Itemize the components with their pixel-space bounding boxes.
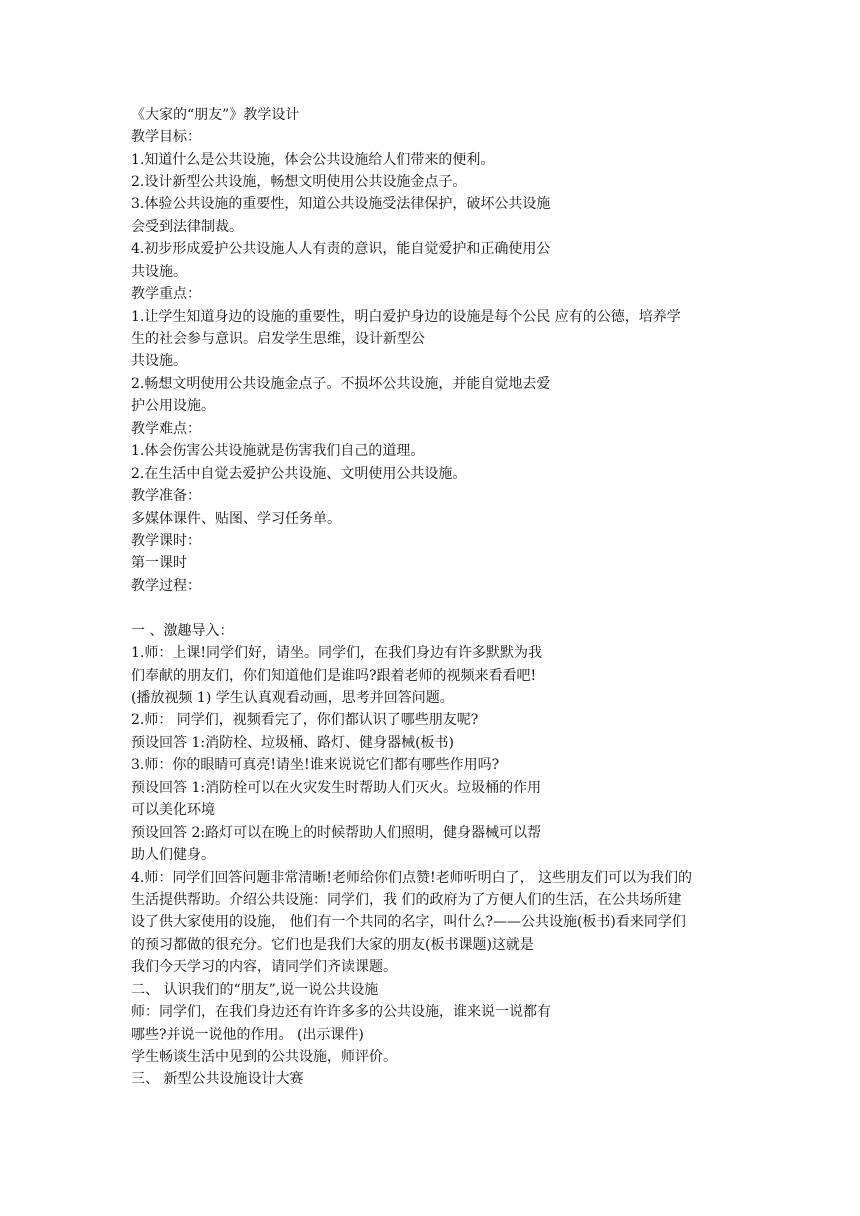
section-heading: 教学难点： — [131, 421, 201, 437]
text-line: 会受到法律制裁。 — [131, 219, 243, 235]
text-line: 2.在生活中自觉去爱护公共设施、文明使用公共设施。 — [131, 466, 467, 482]
text-line: 可以美化环境 — [131, 802, 215, 818]
text-line: (播放视频 1) 学生认真观看动画，思考并回答问题。 — [131, 690, 454, 706]
text-line: 2.畅想文明使用公共设施金点子。不损坏公共设施，并能自觉地去爱 — [131, 376, 551, 392]
text-line: 我们今天学习的内容，请同学们齐读课题。 — [131, 959, 397, 975]
text-line: 4.初步形成爱护公共设施人人有责的意识，能自觉爱护和正确使用公 — [131, 241, 551, 257]
text-line: 学生畅谈生活中见到的公共设施，师评价。 — [131, 1049, 397, 1065]
text-line: 助人们健身。 — [131, 847, 215, 863]
section-heading: 教学过程： — [131, 578, 201, 594]
text-line: 设了供大家使用的设施， 他们有一个共同的名字，叫什么?——公共设施(板书)看来同学们 — [131, 914, 686, 930]
text-line: 3.体验公共设施的重要性，知道公共设施受法律保护，破坏公共设施 — [131, 196, 551, 212]
text-line: 1.师：上课!同学们好，请坐。同学们，在我们身边有许多默默为我 — [131, 645, 542, 661]
text-line: 多媒体课件、贴图、学习任务单。 — [131, 511, 341, 527]
text-line: 生的社会参与意识。启发学生思维，设计新型公 — [131, 331, 425, 347]
text-line: 预设回答 1:消防栓、垃圾桶、路灯、健身器械(板书) — [131, 735, 454, 751]
section-heading: 一 、激趣导入： — [131, 623, 234, 639]
text-line: 哪些?并说一说他的作用。 (出示课件) — [131, 1027, 364, 1043]
section-heading: 教学目标： — [131, 129, 201, 145]
text-line: 师：同学们，在我们身边还有许许多多的公共设施，谁来说一说都有 — [131, 1004, 551, 1020]
section-heading: 教学重点： — [131, 286, 201, 302]
document-title: 《大家的“朋友”》教学设计 — [131, 107, 300, 123]
text-line: 共设施。 — [131, 264, 187, 280]
section-heading: 二、 认识我们的“朋友”,说一说公共设施 — [131, 982, 379, 998]
text-line: 3.师：你的眼睛可真亮!请坐!谁来说说它们都有哪些作用吗? — [131, 757, 500, 773]
text-line: 预设回答 2:路灯可以在晚上的时候帮助人们照明，健身器械可以帮 — [131, 825, 542, 841]
text-line: 1.知道什么是公共设施，体会公共设施给人们带来的便利。 — [131, 152, 495, 168]
text-line: 预设回答 1:消防栓可以在火灾发生时帮助人们灭火。垃圾桶的作用 — [131, 780, 542, 796]
text-line: 第一课时 — [131, 555, 187, 571]
text-line: 护公用设施。 — [131, 398, 215, 414]
text-line: 1.体会伤害公共设施就是伤害我们自己的道理。 — [131, 443, 425, 459]
section-heading: 教学准备： — [131, 488, 201, 504]
text-line: 的预习都做的很充分。它们也是我们大家的朋友(板书课题)这就是 — [131, 937, 534, 953]
text-line: 4.师：同学们回答问题非常清晰!老师给你们点赞!老师听明白了， 这些朋友们可以为我们的 — [131, 870, 693, 886]
text-line: 2.设计新型公共设施，畅想文明使用公共设施金点子。 — [131, 174, 467, 190]
text-line: 共设施。 — [131, 353, 187, 369]
text-line: 1.让学生知道身边的设施的重要性，明白爱护身边的设施是每个公民 应有的公德，培养学 — [131, 309, 681, 325]
text-line: 2.师： 同学们，视频看完了，你们都认识了哪些朋友呢? — [131, 712, 479, 728]
section-heading: 三、 新型公共设施设计大赛 — [131, 1071, 304, 1087]
text-line: 生活提供帮助。介绍公共设施：同学们，我 们的政府为了方便人们的生活，在公共场所建 — [131, 892, 682, 908]
section-heading: 教学课时： — [131, 533, 201, 549]
text-line: 们奉献的朋友们，你们知道他们是谁吗?跟着老师的视频来看看吧! — [131, 668, 537, 684]
